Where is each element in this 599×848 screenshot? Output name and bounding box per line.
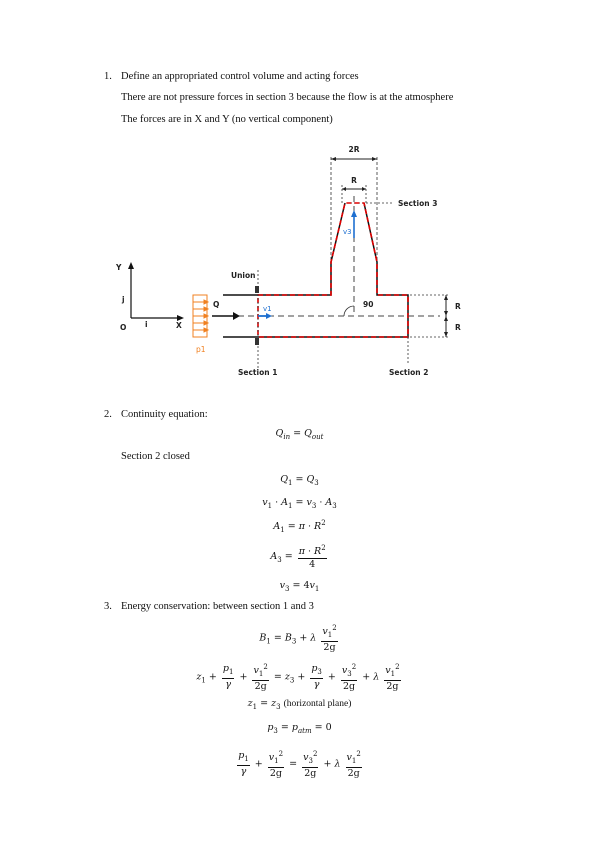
union-label: Union — [231, 271, 256, 280]
pressure-note: There are not pressure forces in section 3 because the flow is at the atmosphere — [121, 92, 454, 103]
x-axis-label: X — [176, 321, 182, 330]
eq-bernoulli-b: $B_1 = B_3 + \lambda$ $\frac{v_1^2}{2g}$ — [259, 624, 337, 654]
v1-label: v1 — [263, 305, 272, 313]
item-1-number: 1. — [104, 71, 112, 82]
eq-p3: $p_3 = p_{atm} = 0$ — [267, 722, 332, 735]
eq-z1-z3: $z_1 = z_3$ (horizontal plane) — [247, 698, 352, 711]
item-2-number: 2. — [104, 409, 112, 420]
o-label: O — [120, 323, 127, 332]
item-1-title: Define an appropriated control volume and acting forces — [121, 71, 359, 82]
r-right-1-label: R — [455, 302, 461, 311]
forces-note: The forces are in X and Y (no vertical component) — [121, 114, 333, 125]
angle-label: 90 — [363, 300, 374, 309]
j-label: j — [122, 295, 125, 304]
item-3-title: Energy conservation: between section 1 and 3 — [121, 601, 314, 612]
eq-v3: $v_3 = 4v_1$ — [279, 580, 320, 593]
item-3-number: 3. — [104, 601, 112, 612]
eq-bernoulli-full: $z_1$ + $\frac{p_1}{\gamma}$ + $\frac{v_1^2}{2g}$ = $z_3$ + $\frac{p_3}{\gamma}$ + $\frac{v_3^2}{2g}$ + λ $\frac{v_1^2}{2g}$ — [196, 663, 400, 693]
eq-a1: $A_1 = \pi \cdot R^2$ — [273, 519, 326, 535]
eq-a3: $A_3$ = $\frac{\pi \cdot R^2}{4}$ — [270, 544, 326, 571]
control-volume-diagram — [0, 0, 599, 400]
p1-label: p1 — [196, 345, 206, 354]
section2-label: Section 2 — [389, 368, 429, 377]
horizontal-plane-note: (horizontal plane) — [283, 699, 352, 709]
dim-r-top-label: R — [351, 176, 357, 185]
eq-q1-q3: $Q_1 = Q_3$ — [280, 474, 319, 487]
r-right-2-label: R — [455, 323, 461, 332]
q-label: Q — [213, 300, 220, 309]
v3-label: v3 — [343, 228, 352, 236]
item-2-title: Continuity equation: — [121, 409, 208, 420]
section3-label: Section 3 — [398, 199, 438, 208]
eq-v1a1-v3a3: $v_1 \cdot A_1 = v_3 \cdot A_3$ — [262, 497, 337, 510]
y-axis-label: Y — [116, 263, 122, 272]
dim-2r-label: 2R — [348, 145, 360, 154]
i-label: i — [145, 320, 148, 329]
section1-label: Section 1 — [238, 368, 278, 377]
eq-continuity: $Q_{in} = Q_{out}$ — [275, 428, 324, 441]
control-volume-outline — [258, 203, 408, 337]
eq-final: $\frac{p_1}{\gamma}$ + $\frac{v_1^2}{2g}$ = $\frac{v_3^2}{2g}$ + λ $\frac{v_1^2}{2g}$ — [238, 750, 361, 780]
section2-closed-note: Section 2 closed — [121, 451, 190, 462]
